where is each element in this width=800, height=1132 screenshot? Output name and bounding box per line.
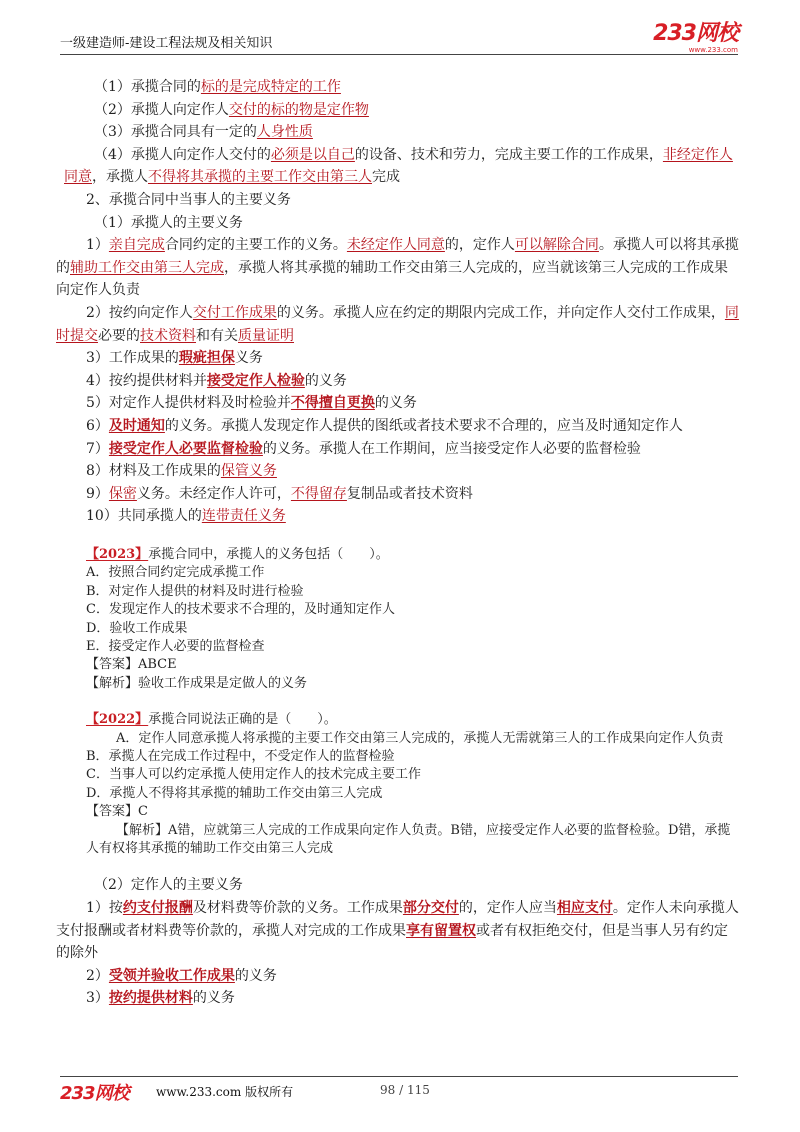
brand-logo xyxy=(653,22,738,54)
option: D．承揽人不得将其承揽的辅助工作交由第三人完成 xyxy=(86,785,383,801)
text-run: 4）按约提供材料并 xyxy=(86,372,207,389)
key-phrase: 部分交付 xyxy=(402,899,459,916)
header-title: 一级建造师-建设工程法规及相关知识 xyxy=(60,36,273,51)
key-phrase: 辅助工作交由第三人完成 xyxy=(70,259,224,276)
text-run: 6） xyxy=(86,417,109,434)
text-run: 的，定作人 xyxy=(444,237,515,254)
answer: 【答案】C xyxy=(86,804,148,820)
text-run: 的义务 xyxy=(192,990,235,1007)
question-stem xyxy=(86,711,740,729)
year-tag: 【2023】 xyxy=(86,546,149,562)
option: A．定作人同意承揽人将承揽的主要工作交由第三人完成的，承揽人无需就第三人的工作成果向定作人负责 xyxy=(116,730,724,746)
paragraph xyxy=(56,144,740,189)
paragraph xyxy=(86,438,740,461)
stem-text: 承揽合同中，承揽人的义务包括（ ）。 xyxy=(148,546,389,562)
option: C．当事人可以约定承揽人使用定作人的技术完成主要工作 xyxy=(86,767,421,783)
text-run: （2）承揽人向定作人 xyxy=(94,101,229,118)
footer-logo: 233网校 xyxy=(60,1083,129,1104)
text-run: 的义务 xyxy=(374,395,417,412)
section-heading: 2、承揽合同中当事人的主要义务 xyxy=(86,191,291,208)
text-run: 2）按约向定作人 xyxy=(86,304,193,321)
key-phrase: 必须是以自己 xyxy=(270,146,355,163)
text-run: 的设备、技术和劳力，完成主要工作的工作成果， xyxy=(354,146,663,163)
text-run: 必要的 xyxy=(98,327,140,344)
footer-copyright: www.233.com 版权所有 xyxy=(156,1085,294,1099)
text-run: 。定作人未向承揽人支付报酬或者材料费等价款的，承揽人对完成的工作成果 xyxy=(56,899,739,939)
text-run: 9） xyxy=(86,485,109,502)
key-phrase: 不得将其承揽的主要工作交由第三人 xyxy=(148,169,372,186)
key-phrase: 相应支付 xyxy=(556,899,613,916)
exam-question-2023 xyxy=(86,546,740,693)
stem-text: 承揽合同说法正确的是（ ）。 xyxy=(148,712,337,728)
analysis: 【解析】验收工作成果是定做人的义务 xyxy=(86,675,308,691)
text-run: 1） xyxy=(86,237,109,254)
text-run: 完成 xyxy=(372,169,400,186)
key-phrase: 同时提交 xyxy=(56,304,739,344)
key-phrase: 及时通知 xyxy=(108,417,165,434)
key-phrase: 未经定作人同意 xyxy=(346,237,445,254)
logo-url: www.233.com xyxy=(688,46,738,54)
option: D．验收工作成果 xyxy=(86,620,188,636)
paragraph xyxy=(86,392,740,415)
key-phrase: 接受定作人必要监督检验 xyxy=(108,440,263,457)
text-run: 5）对定作人提供材料及时检验并 xyxy=(86,395,291,412)
key-phrase: 受领并验收工作成果 xyxy=(108,967,235,984)
key-phrase: 按约提供材料 xyxy=(108,990,193,1007)
paragraph xyxy=(86,987,740,1010)
paragraph xyxy=(86,483,740,506)
key-phrase: 保密 xyxy=(108,485,137,502)
year-tag: 【2022】 xyxy=(86,712,149,728)
paragraph xyxy=(86,505,740,528)
key-phrase: 标的是完成特定的工作 xyxy=(200,79,341,95)
text-run: ，承揽人 xyxy=(92,169,148,186)
key-phrase: 亲自完成 xyxy=(108,237,165,254)
key-phrase: 交付的标的物是定作物 xyxy=(228,101,369,118)
text-run: 10）共同承揽人的 xyxy=(86,508,202,525)
question-stem xyxy=(86,546,740,564)
text-run: 和有关 xyxy=(196,327,238,344)
key-phrase: 不得擅自更换 xyxy=(290,395,375,412)
paragraph xyxy=(86,99,740,122)
text-run: 的义务。承揽人发现定作人提供的图纸或者技术要求不合理的，应当及时通知定作人 xyxy=(164,417,683,434)
option: C．发现定作人的技术要求不合理的，及时通知定作人 xyxy=(86,602,395,618)
paragraph xyxy=(56,897,740,965)
subsection-heading: （2）定作人的主要义务 xyxy=(94,877,243,894)
text-run: 义务。未经定作人许可， xyxy=(136,485,291,502)
text-run: 复制品或者技术资料 xyxy=(346,485,473,502)
text-run: 3）工作成果的 xyxy=(86,350,179,367)
document-body xyxy=(56,76,740,1010)
text-run: 的义务。承揽人应在约定的期限内完成工作，并向定作人交付工作成果， xyxy=(276,304,725,321)
text-run: 2） xyxy=(86,967,109,984)
text-run: 及材料费等价款的义务。工作成果 xyxy=(192,899,403,916)
answer: 【答案】ABCE xyxy=(86,657,177,673)
paragraph xyxy=(56,234,740,302)
text-run: （3）承揽合同具有一定的 xyxy=(94,124,257,141)
text-run: ，承揽人将其承揽的辅助工作交由第三人完成的，应当就该第三人完成的工作成果向定作人负责 xyxy=(56,259,728,299)
text-run: 。承揽人可以将其承揽的 xyxy=(56,237,739,276)
exam-question-2022 xyxy=(86,711,740,858)
key-phrase: 接受定作人检验 xyxy=(206,372,305,389)
text-run: （1）承揽合同的 xyxy=(94,79,201,95)
key-phrase: 约支付报酬 xyxy=(122,899,193,916)
text-run: 8）材料及工作成果的 xyxy=(86,463,221,480)
text-run: 3） xyxy=(86,990,109,1007)
paragraph xyxy=(86,121,740,144)
text-run: 7） xyxy=(86,440,109,457)
key-phrase: 瑕疵担保 xyxy=(178,350,235,367)
paragraph xyxy=(86,460,740,483)
key-phrase: 可以解除合同 xyxy=(514,237,599,254)
key-phrase: 不得留存 xyxy=(290,485,347,502)
option: E．接受定作人必要的监督检查 xyxy=(86,638,265,654)
option: A．按照合同约定完成承揽工作 xyxy=(86,565,265,581)
text-run: 的义务 xyxy=(304,372,347,389)
key-phrase: 连带责任义务 xyxy=(201,508,286,525)
text-run: 1）按 xyxy=(86,899,123,916)
logo-text: 233网校 xyxy=(653,21,738,46)
paragraph xyxy=(86,76,740,99)
text-run: 义务 xyxy=(234,350,263,367)
paragraph xyxy=(86,370,740,393)
text-run: 合同约定的主要工作的义务。 xyxy=(164,237,347,254)
subsection-heading: （1）承揽人的主要义务 xyxy=(94,214,243,231)
analysis: 【解析】A错，应就第三人完成的工作成果向定作人负责。B错，应接受定作人必要的监督检验。D错，承揽人有权将其承揽的辅助工作交由第三人完成 xyxy=(86,822,731,856)
text-run: 或者有权拒绝交付，但是当事人另有约定的除外 xyxy=(56,922,728,962)
page-footer xyxy=(60,1076,738,1104)
text-run: 的，定作人应当 xyxy=(458,899,557,916)
key-phrase: 非经定作人同意 xyxy=(64,146,733,186)
key-phrase: 保管义务 xyxy=(220,463,277,480)
paragraph xyxy=(86,347,740,370)
key-phrase: 质量证明 xyxy=(238,327,294,344)
option: B．对定作人提供的材料及时进行检验 xyxy=(86,583,304,599)
key-phrase: 人身性质 xyxy=(256,124,313,141)
paragraph xyxy=(86,965,740,988)
paragraph xyxy=(56,302,740,347)
key-phrase: 享有留置权 xyxy=(406,922,476,939)
text-run: （4）承揽人向定作人交付的 xyxy=(94,146,271,163)
page-number: 98 / 115 xyxy=(380,1083,430,1097)
page-header xyxy=(60,21,738,55)
option: B．承揽人在完成工作过程中，不受定作人的监督检验 xyxy=(86,748,395,764)
paragraph xyxy=(86,415,740,438)
text-run: 的义务。承揽人在工作期间，应当接受定作人必要的监督检验 xyxy=(262,440,641,457)
key-phrase: 技术资料 xyxy=(140,327,196,344)
key-phrase: 交付工作成果 xyxy=(192,304,277,321)
text-run: 的义务 xyxy=(234,967,277,984)
